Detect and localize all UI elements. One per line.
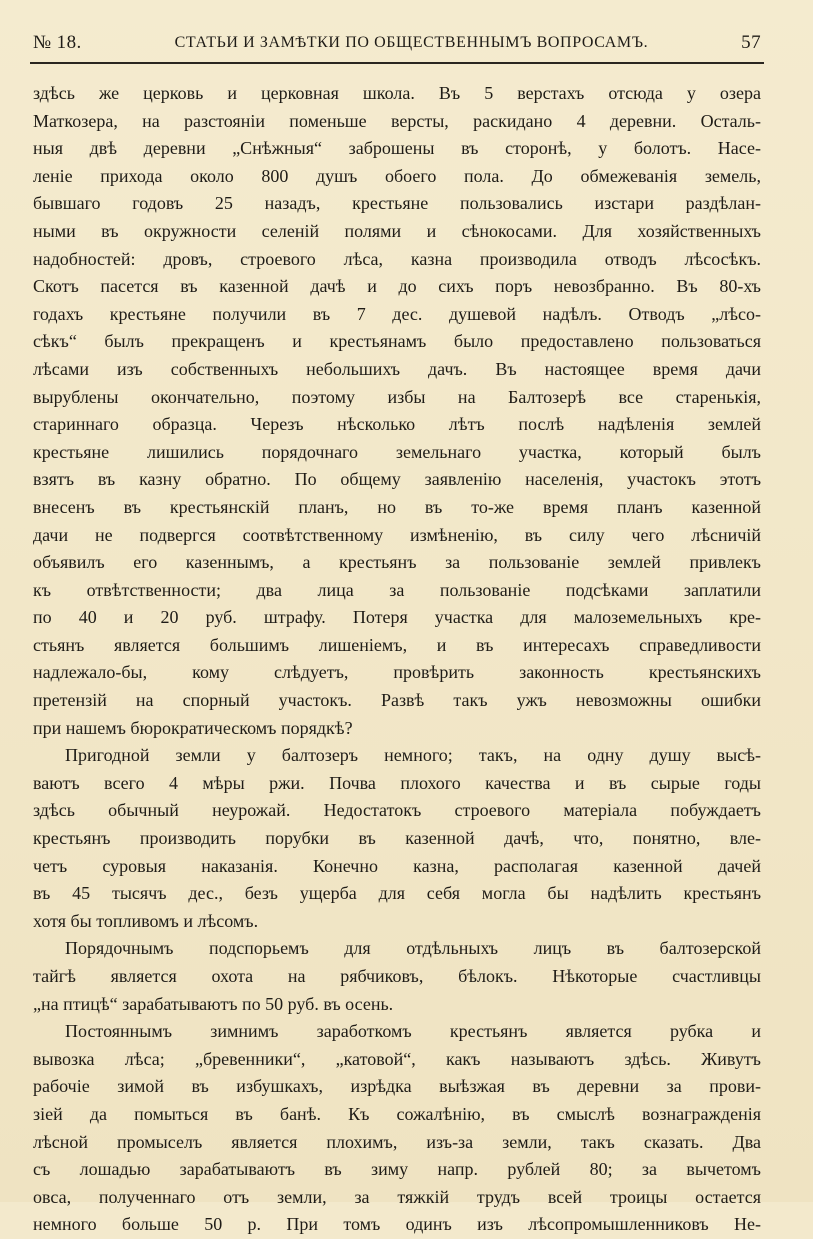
text-line: претензій на спорный участокъ. Развѣ такъ ужъ невозможны ошибки xyxy=(33,690,761,711)
text-line: овса, полученнаго отъ земли, за тяжкій трудъ всей троицы остается xyxy=(33,1186,761,1207)
text-line: зіей да помыться въ банѣ. Къ сожалѣнію, въ смыслѣ вознагражденія xyxy=(33,1103,761,1124)
text-line: хотя бы топливомъ и лѣсомъ. xyxy=(33,910,259,931)
text-line: здѣсь обычный неурожай. Недостатокъ строевого матеріала побуждаетъ xyxy=(33,800,761,821)
text-line: стьянъ является большимъ лишеніемъ, и въ интересахъ справедливости xyxy=(33,634,761,655)
text-line: ныя двѣ деревни „Снѣжныя“ заброшены въ сторонѣ, у болотъ. Насе- xyxy=(33,138,761,159)
text-line: годахъ крестьяне получили въ 7 дес. душевой надѣлъ. Отводъ „лѣсо- xyxy=(33,303,761,324)
text-line: Постояннымъ зимнимъ заработкомъ крестьянъ является рубка и xyxy=(65,1021,761,1042)
text-line: къ отвѣтственности; два лица за пользованіе подсѣками заплатили xyxy=(33,579,761,600)
text-line: ваютъ всего 4 мѣры ржи. Почва плохого качества и въ сырые годы xyxy=(33,772,761,793)
text-line: по 40 и 20 руб. штрафу. Потеря участка для малоземельныхъ кре- xyxy=(33,607,761,628)
text-line: лѣсами изъ собственныхъ небольшихъ дачъ. Въ настоящее время дачи xyxy=(33,358,761,379)
text-line: крестьяне лишились порядочнаго земельнаго участка, который былъ xyxy=(33,441,761,462)
text-line: Порядочнымъ подспорьемъ для отдѣльныхъ лицъ въ балтозерской xyxy=(65,938,761,959)
text-line: надлежало-бы, кому слѣдуетъ, провѣрить законность крестьянскихъ xyxy=(33,662,761,683)
header-rule xyxy=(30,62,764,64)
text-line: „на птицѣ“ зарабатываютъ по 50 руб. въ осень. xyxy=(33,993,394,1014)
body-text xyxy=(33,80,761,1239)
text-line: взятъ въ казну обратно. По общему заявленію населенія, участокъ этотъ xyxy=(33,469,761,490)
text-line: внесенъ въ крестьянскій планъ, но въ то-же время планъ казенной xyxy=(33,496,761,517)
text-line: леніе прихода около 800 душъ обоего пола. До обмежеванія земель, xyxy=(33,165,761,186)
page-number: 57 xyxy=(741,32,761,53)
text-line: объявилъ его казеннымъ, а крестьянъ за пользованіе землей привлекъ xyxy=(33,552,761,573)
text-line: Маткозера, на разстояніи поменьше версты, раскидано 4 деревни. Осталь- xyxy=(33,110,761,131)
text-line: вырублены окончательно, поэтому избы на Балтозерѣ все старенькія, xyxy=(33,386,761,407)
running-title: СТАТЬИ И ЗАМѢТКИ ПО ОБЩЕСТВЕННЫМЪ ВОПРОСАМЪ. xyxy=(174,34,649,51)
text-line: стариннаго образца. Черезъ нѣсколько лѣтъ послѣ надѣленія землей xyxy=(33,414,761,435)
text-line: при нашемъ бюрократическомъ порядкѣ? xyxy=(33,717,353,738)
text-line: надобностей: дровъ, строевого лѣса, казна производила отводъ лѣсосѣкъ. xyxy=(33,248,761,269)
text-line: дачи не подвергся соотвѣтственному измѣненію, въ силу чего лѣсничій xyxy=(33,524,761,545)
text-line: въ 45 тысячъ дес., безъ ущерба для себя могла бы надѣлить крестьянъ xyxy=(33,883,761,904)
text-line: вывозка лѣса; „бревенники“, „катовой“, какъ называютъ здѣсь. Живутъ xyxy=(33,1048,761,1069)
text-line: бывшаго годовъ 25 назадъ, крестьяне пользовались изстари раздѣлан- xyxy=(33,193,761,214)
text-line: четъ суровыя наказанія. Конечно казна, располагая казенной дачей xyxy=(33,855,761,876)
text-line: здѣсь же церковь и церковная школа. Въ 5 верстахъ отсюда у озера xyxy=(33,83,761,103)
text-line: Пригодной земли у балтозеръ немного; такъ, на одну душу высѣ- xyxy=(65,745,761,766)
issue-number: № 18. xyxy=(33,32,82,53)
running-header xyxy=(33,28,761,58)
text-line: сѣкъ“ былъ прекращенъ и крестьянамъ было предоставлено пользоваться xyxy=(33,331,761,352)
text-line: лѣсной промыселъ является плохимъ, изъ-за земли, такъ сказать. Два xyxy=(33,1131,761,1152)
text-line: ными въ окружности селеній полями и сѣнокосами. Для хозяйственныхъ xyxy=(33,220,761,241)
text-line: Скотъ пасется въ казенной дачѣ и до сихъ поръ невозбранно. Въ 80-хъ xyxy=(33,276,761,297)
text-line: крестьянъ производить порубки въ казенной дачѣ, что, понятно, вле- xyxy=(33,828,761,849)
text-line: съ лошадью зарабатываютъ въ зиму напр. рублей 80; за вычетомъ xyxy=(33,1159,761,1180)
text-line: немного больше 50 р. При томъ одинъ изъ лѣсопромышленниковъ Не- xyxy=(33,1214,761,1235)
text-line: тайгѣ является охота на рябчиковъ, бѣлокъ. Нѣкоторые счастливцы xyxy=(33,966,761,986)
text-line: рабочіе зимой въ избушкахъ, изрѣдка выѣзжая въ деревни за прови- xyxy=(33,1076,761,1097)
